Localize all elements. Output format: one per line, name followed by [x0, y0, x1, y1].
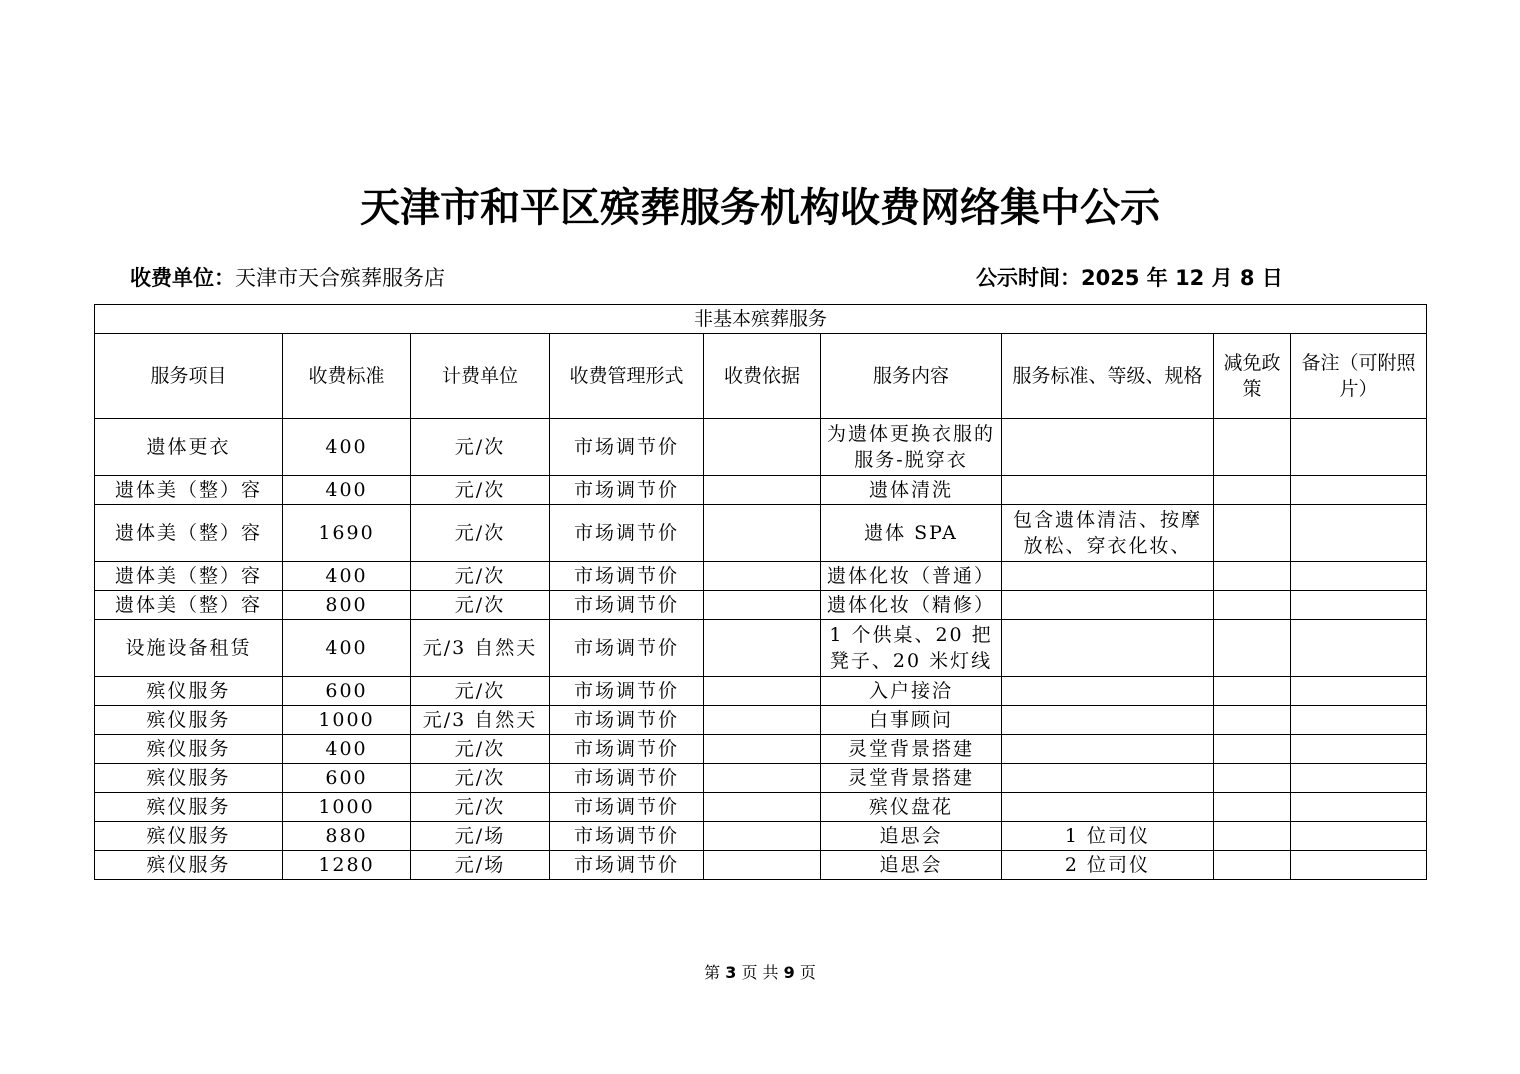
cell-billing-unit: 元/次 [411, 476, 550, 505]
cell-service-standard [1002, 793, 1214, 822]
cell-service-content: 灵堂背景搭建 [821, 764, 1002, 793]
cell-remarks [1291, 562, 1427, 591]
cell-billing-unit: 元/次 [411, 562, 550, 591]
cell-service-content: 遗体化妆（普通） [821, 562, 1002, 591]
cell-fee-standard: 1280 [283, 851, 411, 880]
cell-service-item: 殡仪服务 [95, 735, 283, 764]
cell-service-standard [1002, 764, 1214, 793]
cell-service-content: 遗体化妆（精修） [821, 591, 1002, 620]
cell-fee-standard: 400 [283, 476, 411, 505]
table-row [95, 793, 1427, 822]
footer-current-page: 3 [725, 963, 737, 982]
cell-service-content: 白事顾问 [821, 706, 1002, 735]
cell-service-standard: 1 位司仪 [1002, 822, 1214, 851]
table-row [95, 591, 1427, 620]
cell-billing-unit: 元/次 [411, 677, 550, 706]
cell-fee-basis [704, 822, 821, 851]
cell-fee-standard: 1000 [283, 706, 411, 735]
cell-billing-unit: 元/3 自然天 [411, 706, 550, 735]
table-row [95, 735, 1427, 764]
footer-total-pages: 9 [783, 963, 795, 982]
cell-service-content: 入户接洽 [821, 677, 1002, 706]
cell-remarks [1291, 591, 1427, 620]
cell-service-item: 殡仪服务 [95, 764, 283, 793]
cell-fee-standard: 800 [283, 591, 411, 620]
cell-fee-basis [704, 793, 821, 822]
cell-billing-unit: 元/次 [411, 735, 550, 764]
cell-service-standard [1002, 706, 1214, 735]
cell-reduction-policy [1214, 505, 1291, 562]
footer-middle: 页 共 [741, 963, 779, 982]
cell-service-item: 殡仪服务 [95, 822, 283, 851]
table-row [95, 476, 1427, 505]
cell-service-standard [1002, 677, 1214, 706]
cell-reduction-policy [1214, 419, 1291, 476]
table-row [95, 677, 1427, 706]
cell-service-item: 殡仪服务 [95, 793, 283, 822]
table-row [95, 822, 1427, 851]
cell-service-item: 殡仪服务 [95, 677, 283, 706]
publish-date: 公示时间：2025 年 12 月 8 日 [976, 266, 1283, 290]
cell-fee-basis [704, 476, 821, 505]
cell-service-item: 设施设备租赁 [95, 620, 283, 677]
cell-billing-unit: 元/场 [411, 851, 550, 880]
cell-reduction-policy [1214, 476, 1291, 505]
col-header-reduction-policy: 减免政策 [1214, 334, 1291, 419]
cell-fee-standard: 400 [283, 620, 411, 677]
cell-service-content: 遗体清洗 [821, 476, 1002, 505]
col-header-service-item: 服务项目 [95, 334, 283, 419]
cell-billing-unit: 元/次 [411, 591, 550, 620]
cell-fee-standard: 880 [283, 822, 411, 851]
table-row [95, 505, 1427, 562]
cell-fee-standard: 600 [283, 764, 411, 793]
cell-service-item: 遗体美（整）容 [95, 591, 283, 620]
table-row [95, 562, 1427, 591]
cell-fee-standard: 1000 [283, 793, 411, 822]
cell-fee-basis [704, 562, 821, 591]
cell-service-content: 1 个供桌、20 把凳子、20 米灯线 [821, 620, 1002, 677]
fee-unit-value: 天津市天合殡葬服务店 [235, 266, 445, 290]
cell-reduction-policy [1214, 620, 1291, 677]
cell-billing-unit: 元/次 [411, 505, 550, 562]
cell-reduction-policy [1214, 793, 1291, 822]
cell-fee-standard: 400 [283, 562, 411, 591]
cell-fee-management: 市场调节价 [550, 735, 704, 764]
cell-remarks [1291, 419, 1427, 476]
cell-remarks [1291, 677, 1427, 706]
cell-service-item: 遗体美（整）容 [95, 505, 283, 562]
cell-remarks [1291, 706, 1427, 735]
cell-fee-management: 市场调节价 [550, 677, 704, 706]
section-header: 非基本殡葬服务 [95, 305, 1427, 334]
col-header-remarks: 备注（可附照片） [1291, 334, 1427, 419]
fee-unit-label: 收费单位： [130, 266, 235, 290]
cell-service-standard [1002, 620, 1214, 677]
table-row [95, 706, 1427, 735]
cell-fee-management: 市场调节价 [550, 476, 704, 505]
cell-service-content: 灵堂背景搭建 [821, 735, 1002, 764]
cell-fee-standard: 600 [283, 677, 411, 706]
col-header-fee-standard: 收费标准 [283, 334, 411, 419]
cell-fee-management: 市场调节价 [550, 419, 704, 476]
cell-fee-management: 市场调节价 [550, 620, 704, 677]
cell-fee-management: 市场调节价 [550, 764, 704, 793]
cell-fee-basis [704, 735, 821, 764]
cell-fee-basis [704, 764, 821, 793]
cell-service-standard [1002, 476, 1214, 505]
cell-fee-management: 市场调节价 [550, 793, 704, 822]
cell-reduction-policy [1214, 562, 1291, 591]
cell-service-standard: 包含遗体清洁、按摩放松、穿衣化妆、 [1002, 505, 1214, 562]
cell-fee-basis [704, 419, 821, 476]
cell-service-content: 为遗体更换衣服的服务-脱穿衣 [821, 419, 1002, 476]
cell-fee-basis [704, 591, 821, 620]
cell-service-standard: 2 位司仪 [1002, 851, 1214, 880]
cell-fee-management: 市场调节价 [550, 505, 704, 562]
cell-fee-management: 市场调节价 [550, 851, 704, 880]
cell-service-item: 遗体更衣 [95, 419, 283, 476]
cell-fee-basis [704, 505, 821, 562]
cell-service-item: 殡仪服务 [95, 851, 283, 880]
cell-reduction-policy [1214, 735, 1291, 764]
cell-fee-management: 市场调节价 [550, 562, 704, 591]
page-title: 天津市和平区殡葬服务机构收费网络集中公示 [360, 184, 1160, 231]
cell-billing-unit: 元/次 [411, 764, 550, 793]
cell-fee-management: 市场调节价 [550, 591, 704, 620]
fee-table-body [95, 419, 1427, 880]
table-row [95, 419, 1427, 476]
cell-fee-management: 市场调节价 [550, 822, 704, 851]
cell-service-standard [1002, 562, 1214, 591]
cell-service-item: 遗体美（整）容 [95, 562, 283, 591]
cell-fee-basis [704, 851, 821, 880]
cell-remarks [1291, 764, 1427, 793]
cell-remarks [1291, 620, 1427, 677]
cell-service-standard [1002, 735, 1214, 764]
cell-fee-basis [704, 620, 821, 677]
cell-fee-standard: 400 [283, 735, 411, 764]
cell-reduction-policy [1214, 591, 1291, 620]
fee-table [94, 304, 1427, 880]
cell-remarks [1291, 851, 1427, 880]
cell-reduction-policy [1214, 706, 1291, 735]
table-row [95, 764, 1427, 793]
cell-remarks [1291, 793, 1427, 822]
table-row [95, 851, 1427, 880]
cell-service-item: 殡仪服务 [95, 706, 283, 735]
col-header-service-standard: 服务标准、等级、规格 [1002, 334, 1214, 419]
cell-reduction-policy [1214, 764, 1291, 793]
footer-prefix: 第 [704, 963, 721, 982]
col-header-service-content: 服务内容 [821, 334, 1002, 419]
cell-fee-basis [704, 677, 821, 706]
cell-billing-unit: 元/次 [411, 419, 550, 476]
cell-remarks [1291, 476, 1427, 505]
cell-billing-unit: 元/场 [411, 822, 550, 851]
cell-fee-basis [704, 706, 821, 735]
cell-remarks [1291, 822, 1427, 851]
cell-reduction-policy [1214, 677, 1291, 706]
cell-reduction-policy [1214, 851, 1291, 880]
cell-service-standard [1002, 419, 1214, 476]
cell-service-content: 追思会 [821, 822, 1002, 851]
cell-fee-standard: 1690 [283, 505, 411, 562]
cell-fee-standard: 400 [283, 419, 411, 476]
cell-service-item: 遗体美（整）容 [95, 476, 283, 505]
cell-service-content: 追思会 [821, 851, 1002, 880]
col-header-fee-management: 收费管理形式 [550, 334, 704, 419]
page-footer [0, 960, 1520, 983]
cell-remarks [1291, 505, 1427, 562]
cell-service-content: 遗体 SPA [821, 505, 1002, 562]
col-header-fee-basis: 收费依据 [704, 334, 821, 419]
cell-service-standard [1002, 591, 1214, 620]
cell-fee-management: 市场调节价 [550, 706, 704, 735]
cell-service-content: 殡仪盘花 [821, 793, 1002, 822]
footer-suffix: 页 [799, 963, 816, 982]
cell-billing-unit: 元/3 自然天 [411, 620, 550, 677]
cell-billing-unit: 元/次 [411, 793, 550, 822]
cell-remarks [1291, 735, 1427, 764]
cell-reduction-policy [1214, 822, 1291, 851]
table-row [95, 620, 1427, 677]
col-header-billing-unit: 计费单位 [411, 334, 550, 419]
fee-unit-line [130, 262, 445, 292]
